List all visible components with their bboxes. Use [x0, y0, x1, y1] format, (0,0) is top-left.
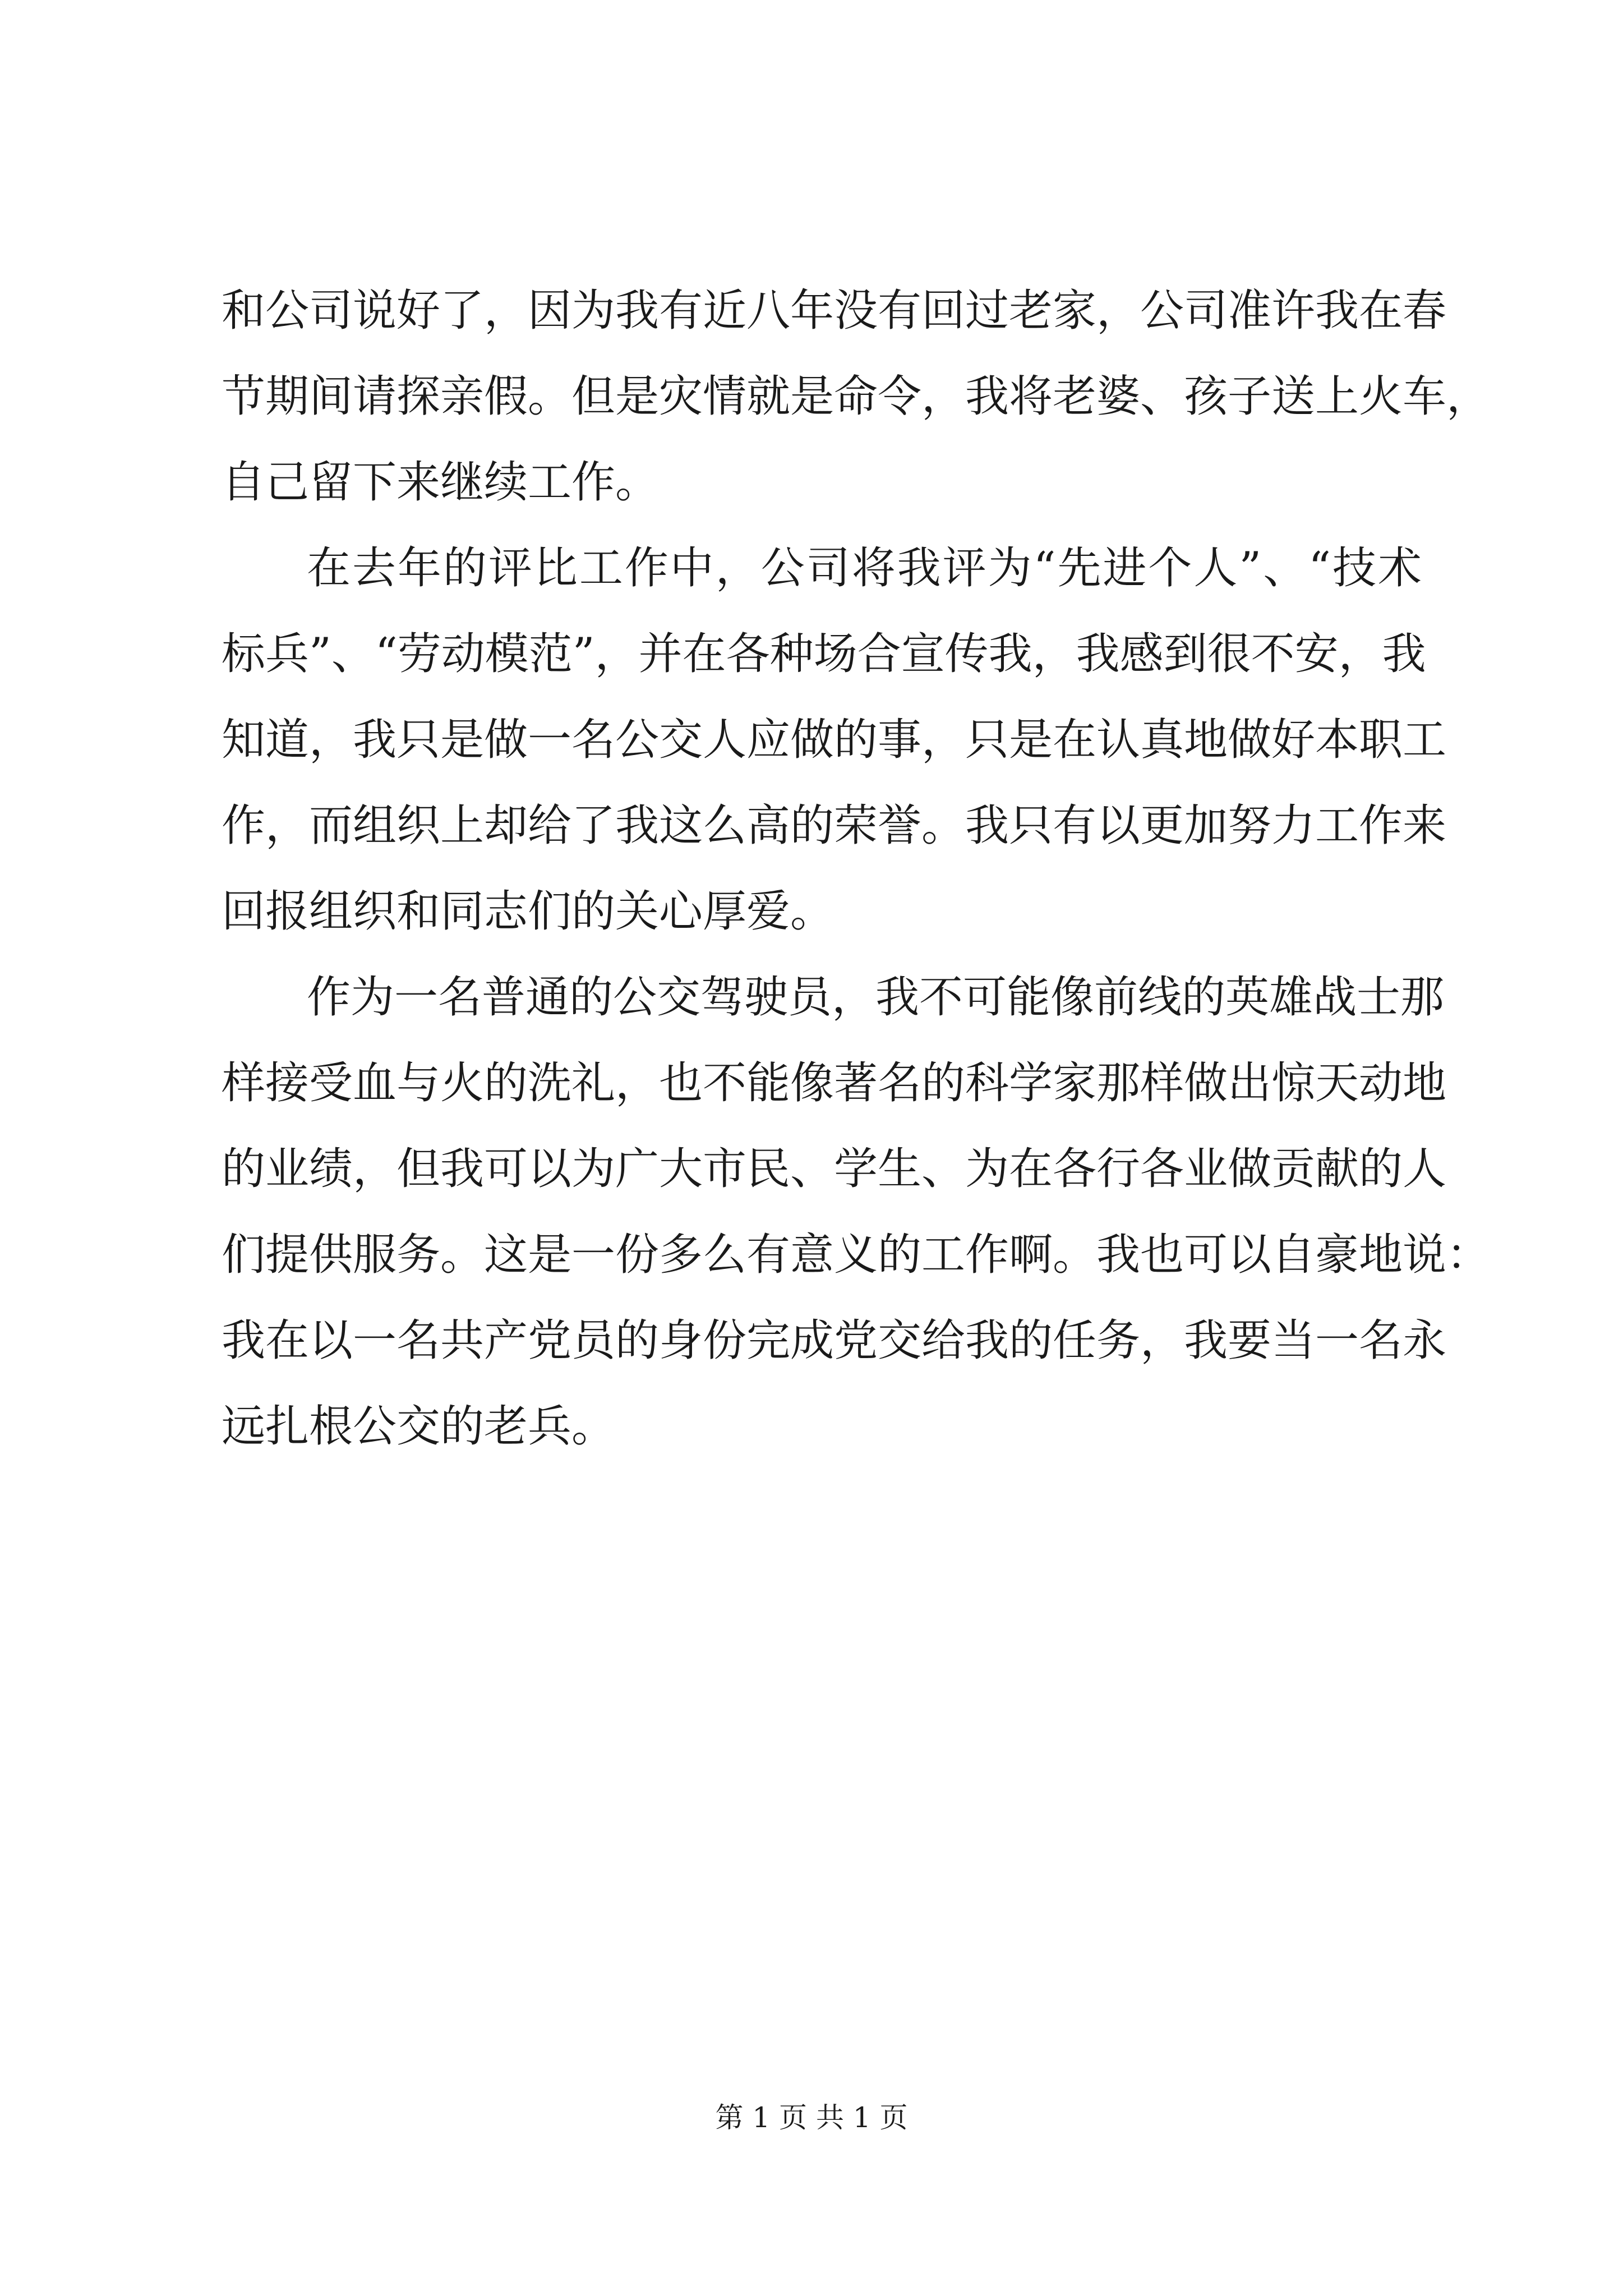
paragraph-line: 节期间请探亲假。但是灾情就是命令，我将老婆、孩子送上火车，	[222, 371, 1491, 422]
page-footer	[0, 2098, 1623, 2137]
paragraph-line: 的业绩，但我可以为广大市民、学生、为在各行各业做贡献的人	[222, 1144, 1447, 1194]
paragraph-line: 知道，我只是做一名公交人应做的事，只是在认真地做好本职工	[222, 715, 1447, 765]
paragraph-line: 们提供服务。这是一份多么有意义的工作啊。我也可以自豪地说：	[222, 1230, 1491, 1280]
paragraph-line: 我在以一名共产党员的身份完成党交给我的任务，我要当一名永	[222, 1315, 1447, 1366]
paragraph-line: 自己留下来继续工作。	[222, 457, 660, 508]
paragraph-line: 作为一名普通的公交驾驶员，我不可能像前线的英雄战士那	[307, 972, 1445, 1023]
paragraph-line: 标兵”、“劳动模范”，并在各种场合宣传我，我感到很不安，我	[222, 629, 1426, 679]
paragraph-line: 和公司说好了，因为我有近八年没有回过老家，公司准许我在春	[222, 286, 1447, 336]
paragraph-line: 远扎根公交的老兵。	[222, 1401, 616, 1452]
paragraph-line: 回报组织和同志们的关心厚爱。	[222, 886, 834, 937]
paragraph-line: 样接受血与火的洗礼，也不能像著名的科学家那样做出惊天动地	[222, 1058, 1447, 1108]
paragraph-line: 在去年的评比工作中，公司将我评为“先进个人”、“技术	[307, 543, 1422, 593]
document-body	[222, 268, 1491, 1470]
paragraph-line: 作，而组织上却给了我这么高的荣誉。我只有以更加努力工作来	[222, 800, 1447, 851]
page-number: 第 1 页 共 1 页	[715, 2101, 908, 2134]
